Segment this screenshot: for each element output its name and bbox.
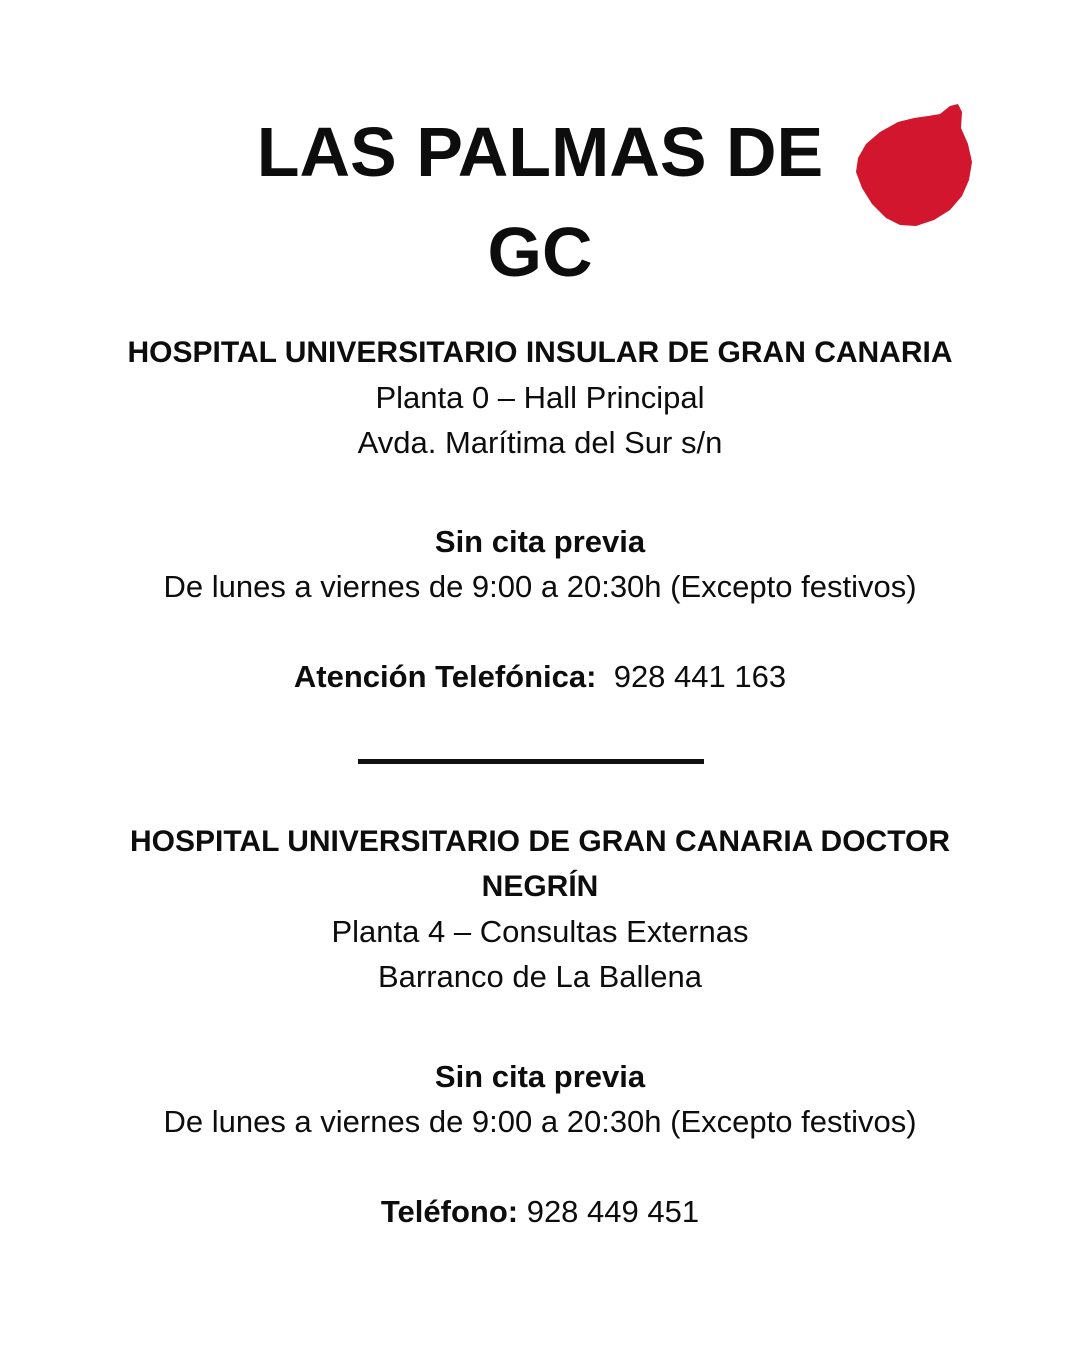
schedule-block-2 [0,1054,1080,1144]
hospital-block-2 [0,819,1080,999]
schedule-heading: Sin cita previa [434,1059,646,1094]
schedule-text: De lunes a viernes de 9:00 a 20:30h (Excepto festivos) [163,1104,917,1139]
section-divider [358,759,704,764]
hospital-name-continued: NEGRÍN [481,870,599,903]
schedule-heading: Sin cita previa [434,524,646,559]
schedule-block-1 [0,519,1080,609]
page-title-line-1: LAS PALMAS DE [256,113,824,191]
schedule-text: De lunes a viernes de 9:00 a 20:30h (Excepto festivos) [163,569,917,604]
hospital-address: Avda. Marítima del Sur s/n [357,425,723,460]
hospital-block-1 [0,330,1080,465]
phone-block-1 [0,654,1080,699]
phone-number: 928 441 163 [613,659,787,694]
phone-number: 928 449 451 [526,1194,700,1229]
hospital-name: HOSPITAL UNIVERSITARIO INSULAR DE GRAN CANARIA [127,336,953,369]
gran-canaria-island-icon [852,104,974,232]
phone-line [0,1189,1080,1234]
phone-line [0,654,1080,699]
hospital-floor: Planta 4 – Consultas Externas [331,914,749,949]
hospital-floor: Planta 0 – Hall Principal [375,380,705,415]
phone-block-2 [0,1189,1080,1234]
page-title-line-2: GC [487,213,593,291]
phone-label: Atención Telefónica: [293,659,597,694]
hospital-address: Barranco de La Ballena [377,959,702,994]
phone-label: Teléfono: [380,1194,519,1229]
hospital-name: HOSPITAL UNIVERSITARIO DE GRAN CANARIA DOCTOR [129,825,951,858]
